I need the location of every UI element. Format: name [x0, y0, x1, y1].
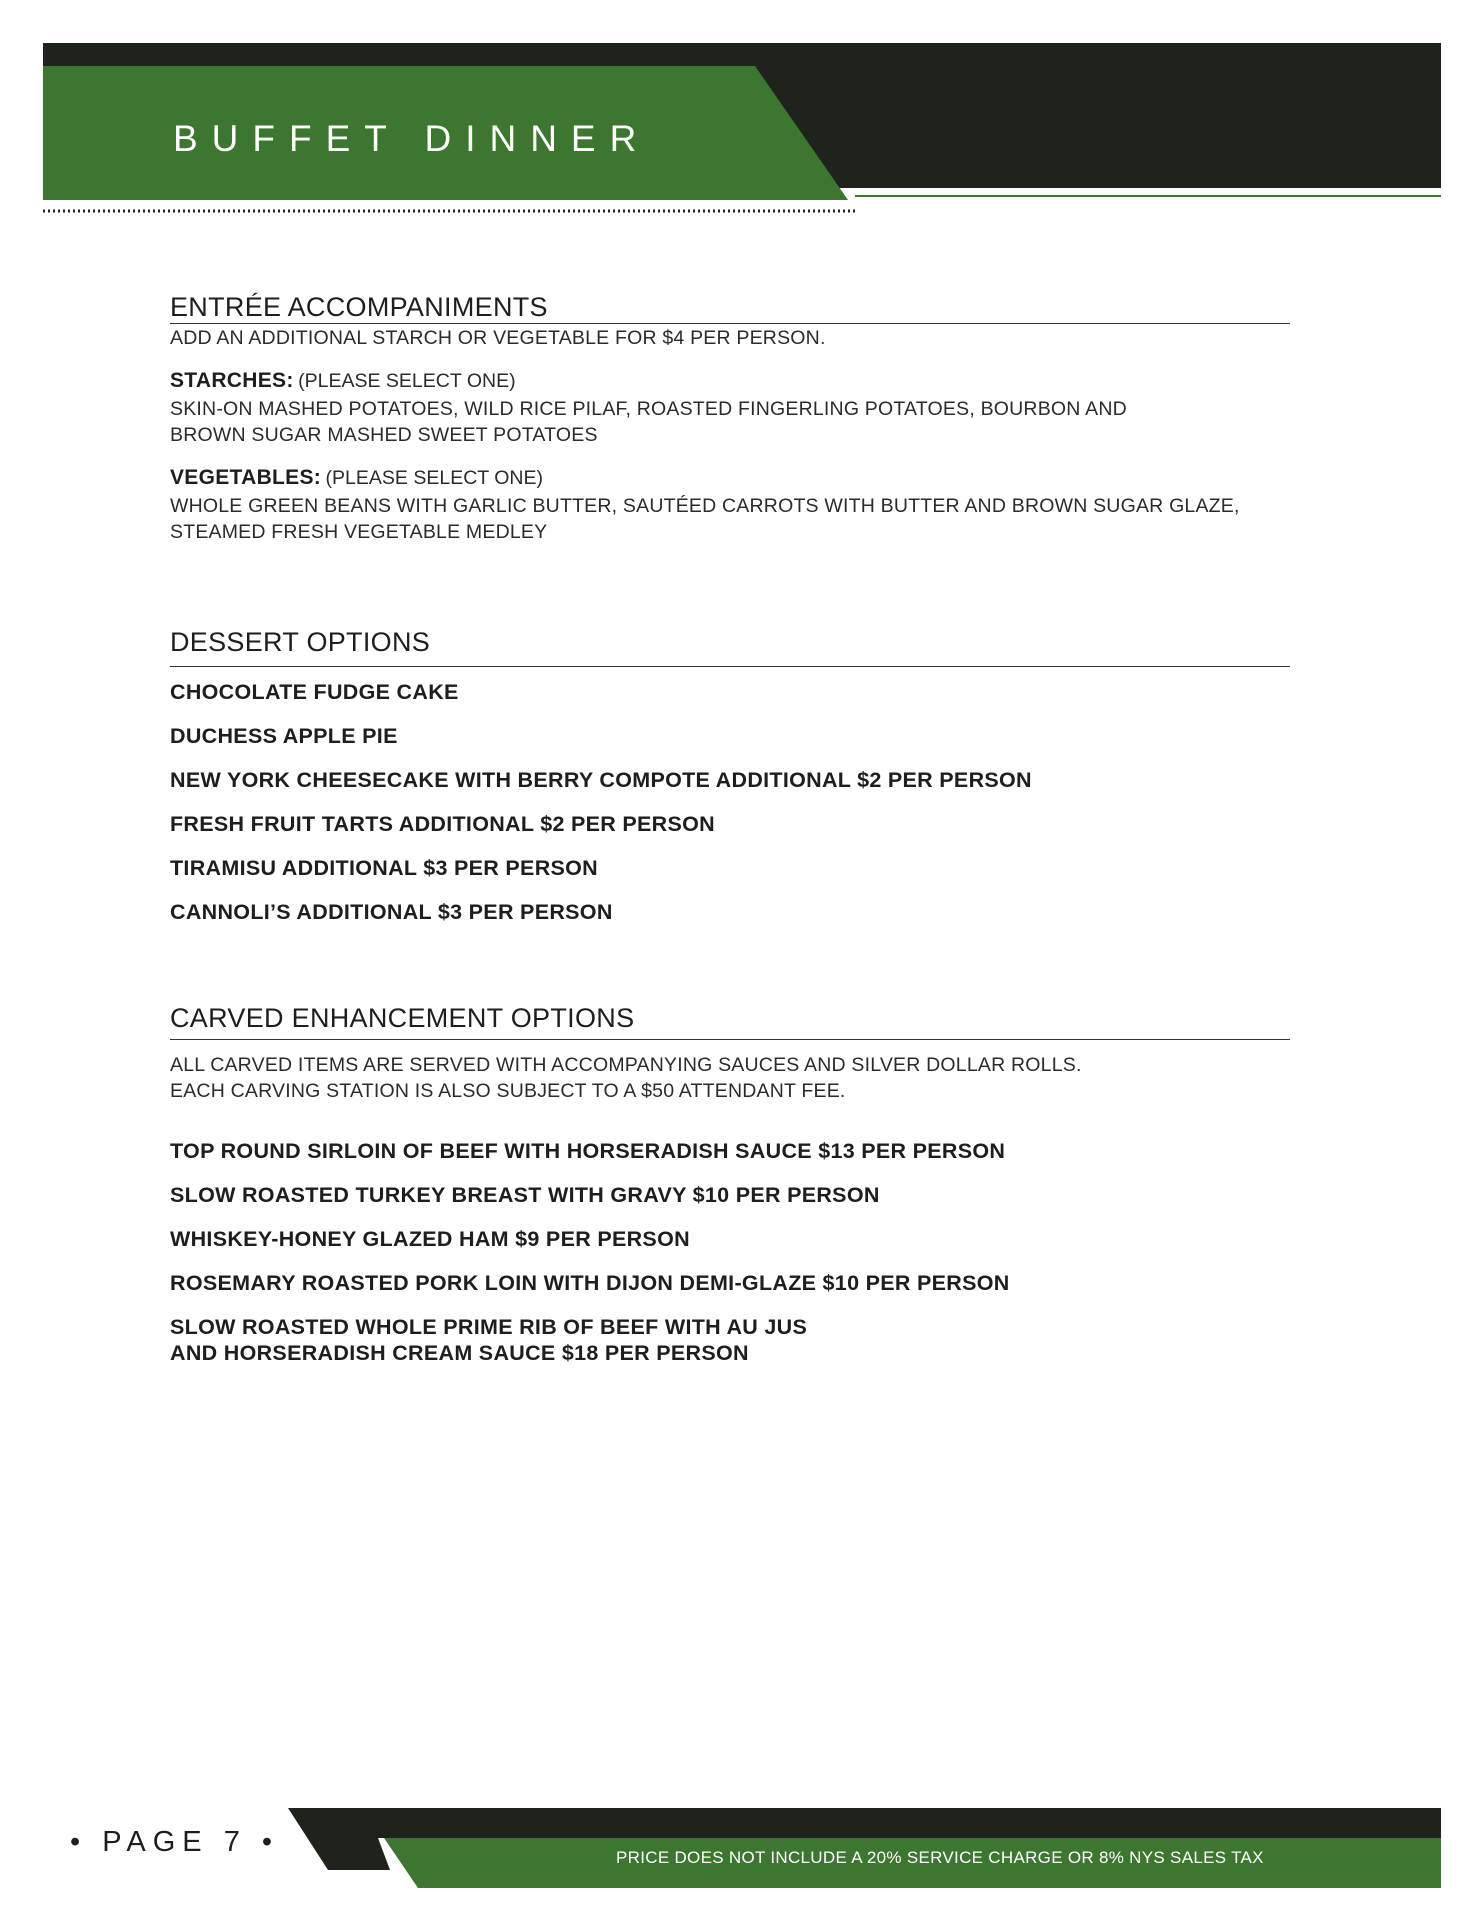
starches-line-1: SKIN-ON MASHED POTATOES, WILD RICE PILAF, ROASTED FINGERLING POTATOES, BOURBON AND — [170, 398, 1127, 421]
starches-block — [170, 368, 1290, 448]
carved-item-prime-rib-line-1: SLOW ROASTED WHOLE PRIME RIB OF BEEF WITH AU JUS — [170, 1315, 808, 1340]
vegetables-line-1: WHOLE GREEN BEANS WITH GARLIC BUTTER, SAUTÉED CARROTS WITH BUTTER AND BROWN SUGAR GLAZE, — [170, 495, 1240, 518]
accompaniments-section — [170, 292, 1290, 545]
header-banner — [0, 0, 1484, 220]
vegetables-block — [170, 465, 1290, 545]
vegetables-line-2: STEAMED FRESH VEGETABLE MEDLEY — [170, 521, 548, 544]
carved-title: CARVED ENHANCEMENT OPTIONS — [170, 1003, 1290, 1040]
carved-item: SLOW ROASTED TURKEY BREAST WITH GRAVY $10 PER PERSON — [170, 1183, 880, 1208]
desserts-section — [170, 627, 1290, 925]
carved-note-2: EACH CARVING STATION IS ALSO SUBJECT TO A $50 ATTENDANT FEE. — [170, 1080, 846, 1103]
carved-section — [170, 1003, 1290, 1366]
vegetables-select-note: (PLEASE SELECT ONE) — [325, 467, 544, 490]
dessert-item: TIRAMISU ADDITIONAL $3 PER PERSON — [170, 856, 599, 881]
dessert-item: CANNOLI’S ADDITIONAL $3 PER PERSON — [170, 900, 613, 925]
dessert-item: DUCHESS APPLE PIE — [170, 724, 398, 749]
vegetables-label: VEGETABLES: — [170, 466, 322, 490]
carved-item: TOP ROUND SIRLOIN OF BEEF WITH HORSERADISH SAUCE $13 PER PERSON — [170, 1139, 1006, 1164]
carved-item: ROSEMARY ROASTED PORK LOIN WITH DIJON DEMI-GLAZE $10 PER PERSON — [170, 1271, 1010, 1296]
carved-item: WHISKEY-HONEY GLAZED HAM $9 PER PERSON — [170, 1227, 690, 1252]
dessert-item: FRESH FRUIT TARTS ADDITIONAL $2 PER PERSON — [170, 812, 715, 837]
page-title: BUFFET DINNER — [173, 118, 651, 159]
dessert-item: CHOCOLATE FUDGE CAKE — [170, 680, 459, 705]
starches-select-note: (PLEASE SELECT ONE) — [298, 370, 516, 393]
footer-tax-note: PRICE DOES NOT INCLUDE A 20% SERVICE CHARGE OR 8% NYS SALES TAX — [616, 1848, 1264, 1867]
desserts-title: DESSERT OPTIONS — [170, 627, 1290, 667]
page-number: • PAGE 7 • — [70, 1826, 280, 1858]
carved-note-1: ALL CARVED ITEMS ARE SERVED WITH ACCOMPANYING SAUCES AND SILVER DOLLAR ROLLS. — [170, 1054, 1082, 1077]
accompaniments-note: ADD AN ADDITIONAL STARCH OR VEGETABLE FOR $4 PER PERSON. — [170, 327, 826, 350]
carved-item-prime-rib-line-2: AND HORSERADISH CREAM SAUCE $18 PER PERSON — [170, 1341, 749, 1366]
accompaniments-title: ENTRÉE ACCOMPANIMENTS — [170, 292, 1290, 324]
starches-line-2: BROWN SUGAR MASHED SWEET POTATOES — [170, 424, 598, 447]
dessert-item: NEW YORK CHEESECAKE WITH BERRY COMPOTE ADDITIONAL $2 PER PERSON — [170, 768, 1032, 793]
starches-label: STARCHES: — [170, 369, 294, 393]
